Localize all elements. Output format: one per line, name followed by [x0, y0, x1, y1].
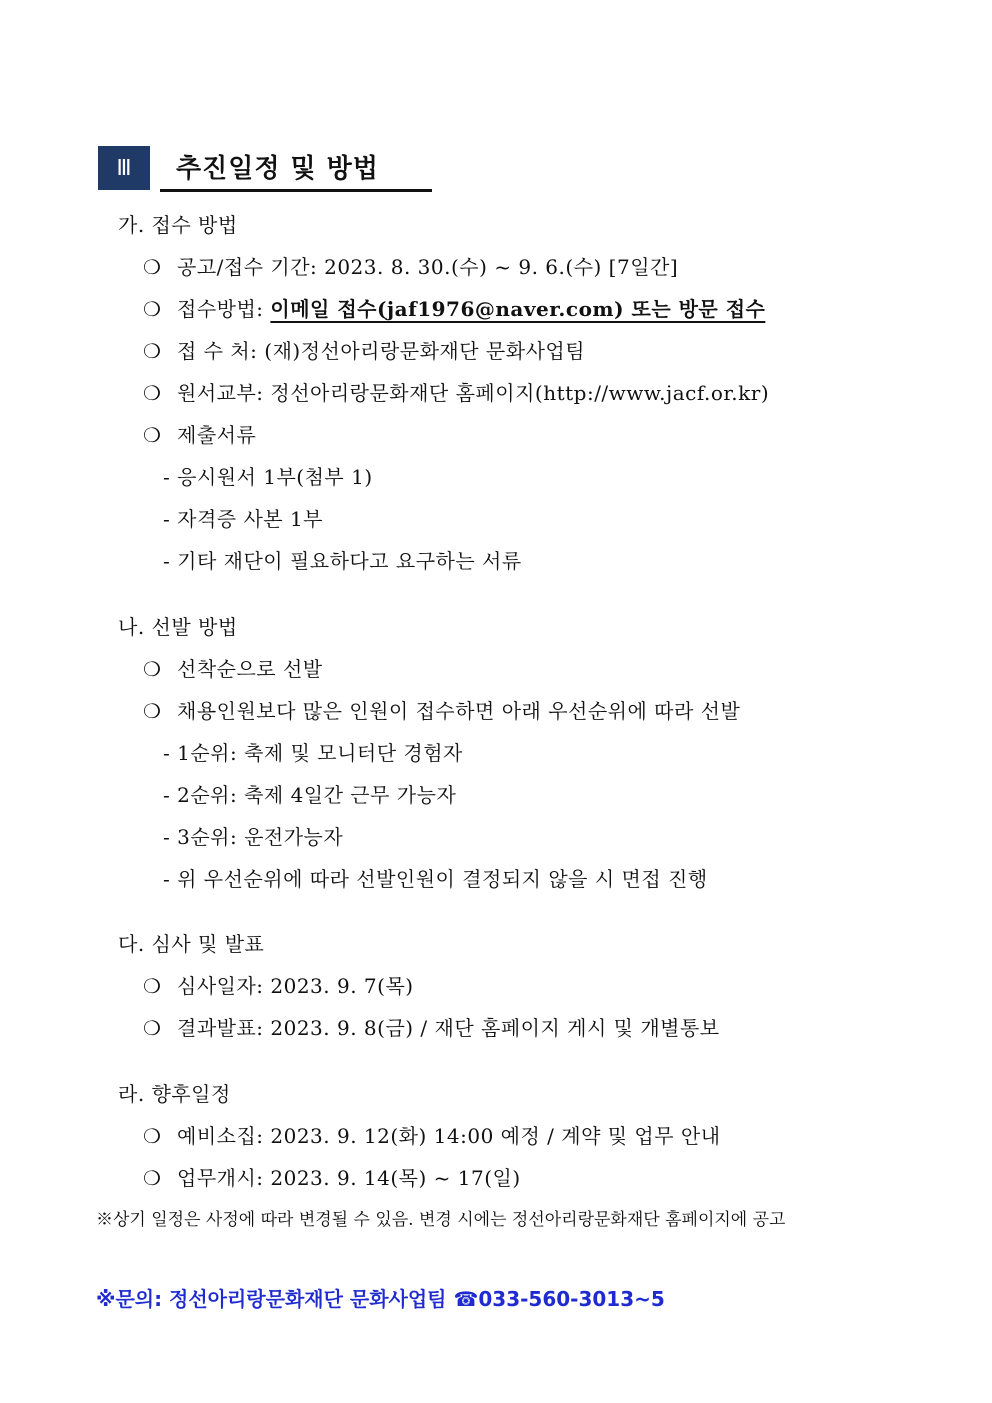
circle-bullet-icon: ❍ [143, 974, 162, 998]
circle-bullet-icon: ❍ [143, 1166, 162, 1190]
doc-item: - 기타 재단이 필요하다고 요구하는 서류 [163, 549, 522, 573]
circle-bullet-icon: ❍ [143, 423, 162, 447]
circle-bullet-icon: ❍ [143, 255, 162, 279]
list-item: ❍ 채용인원보다 많은 인원이 접수하면 아래 우선순위에 따라 선발 [143, 699, 741, 723]
circle-bullet-icon: ❍ [143, 1124, 162, 1148]
list-item-method: ❍ 접수방법: 이메일 접수(jaf1976@naver.com) 또는 방문 접수 [143, 297, 766, 321]
list-item-documents: ❍ 제출서류 [143, 423, 257, 447]
circle-bullet-icon: ❍ [143, 297, 162, 321]
heading-underline [160, 189, 432, 192]
footnote: ※상기 일정은 사정에 따라 변경될 수 있음. 변경 시에는 정선아리랑문화재단 홈페이지에 공고 [96, 1210, 786, 1230]
section-heading [98, 146, 432, 194]
priority-item: - 위 우선순위에 따라 선발인원이 결정되지 않을 시 면접 진행 [163, 867, 708, 891]
method-emphasis: 이메일 접수(jaf1976@naver.com) 또는 방문 접수 [270, 297, 766, 321]
section-title: 추진일정 및 방법 [176, 154, 379, 184]
circle-bullet-icon: ❍ [143, 657, 162, 681]
circle-bullet-icon: ❍ [143, 1016, 162, 1040]
subsection-title-application: 가. 접수 방법 [118, 213, 238, 237]
doc-item: - 응시원서 1부(첨부 1) [163, 465, 373, 489]
circle-bullet-icon: ❍ [143, 339, 162, 363]
subsection-title-selection: 나. 선발 방법 [118, 615, 238, 639]
list-item: ❍ 결과발표: 2023. 9. 8(금) / 재단 홈페이지 게시 및 개별통보 [143, 1016, 720, 1040]
doc-item: - 자격증 사본 1부 [163, 507, 323, 531]
subsection-title-schedule: 라. 향후일정 [118, 1082, 231, 1106]
list-item: ❍ 심사일자: 2023. 9. 7(목) [143, 974, 414, 998]
list-item-office: ❍ 접 수 처: (재)정선아리랑문화재단 문화사업팀 [143, 339, 586, 363]
list-item-form: ❍ 원서교부: 정선아리랑문화재단 홈페이지(http://www.jacf.or.kr) [143, 381, 770, 405]
section-number-badge: Ⅲ [98, 146, 150, 190]
circle-bullet-icon: ❍ [143, 381, 162, 405]
contact-info: ※문의: 정선아리랑문화재단 문화사업팀 ☎033-560-3013~5 [96, 1287, 665, 1311]
priority-item: - 1순위: 축제 및 모니터단 경험자 [163, 741, 463, 765]
list-item: ❍ 예비소집: 2023. 9. 12(화) 14:00 예정 / 계약 및 업무 안내 [143, 1124, 721, 1148]
priority-item: - 2순위: 축제 4일간 근무 가능자 [163, 783, 457, 807]
list-item: ❍ 업무개시: 2023. 9. 14(목) ~ 17(일) [143, 1166, 521, 1190]
priority-item: - 3순위: 운전가능자 [163, 825, 344, 849]
subsection-title-review: 다. 심사 및 발표 [118, 932, 265, 956]
circle-bullet-icon: ❍ [143, 699, 162, 723]
list-item-period: ❍ 공고/접수 기간: 2023. 8. 30.(수) ~ 9. 6.(수) [7일간] [143, 255, 679, 279]
list-item: ❍ 선착순으로 선발 [143, 657, 323, 681]
